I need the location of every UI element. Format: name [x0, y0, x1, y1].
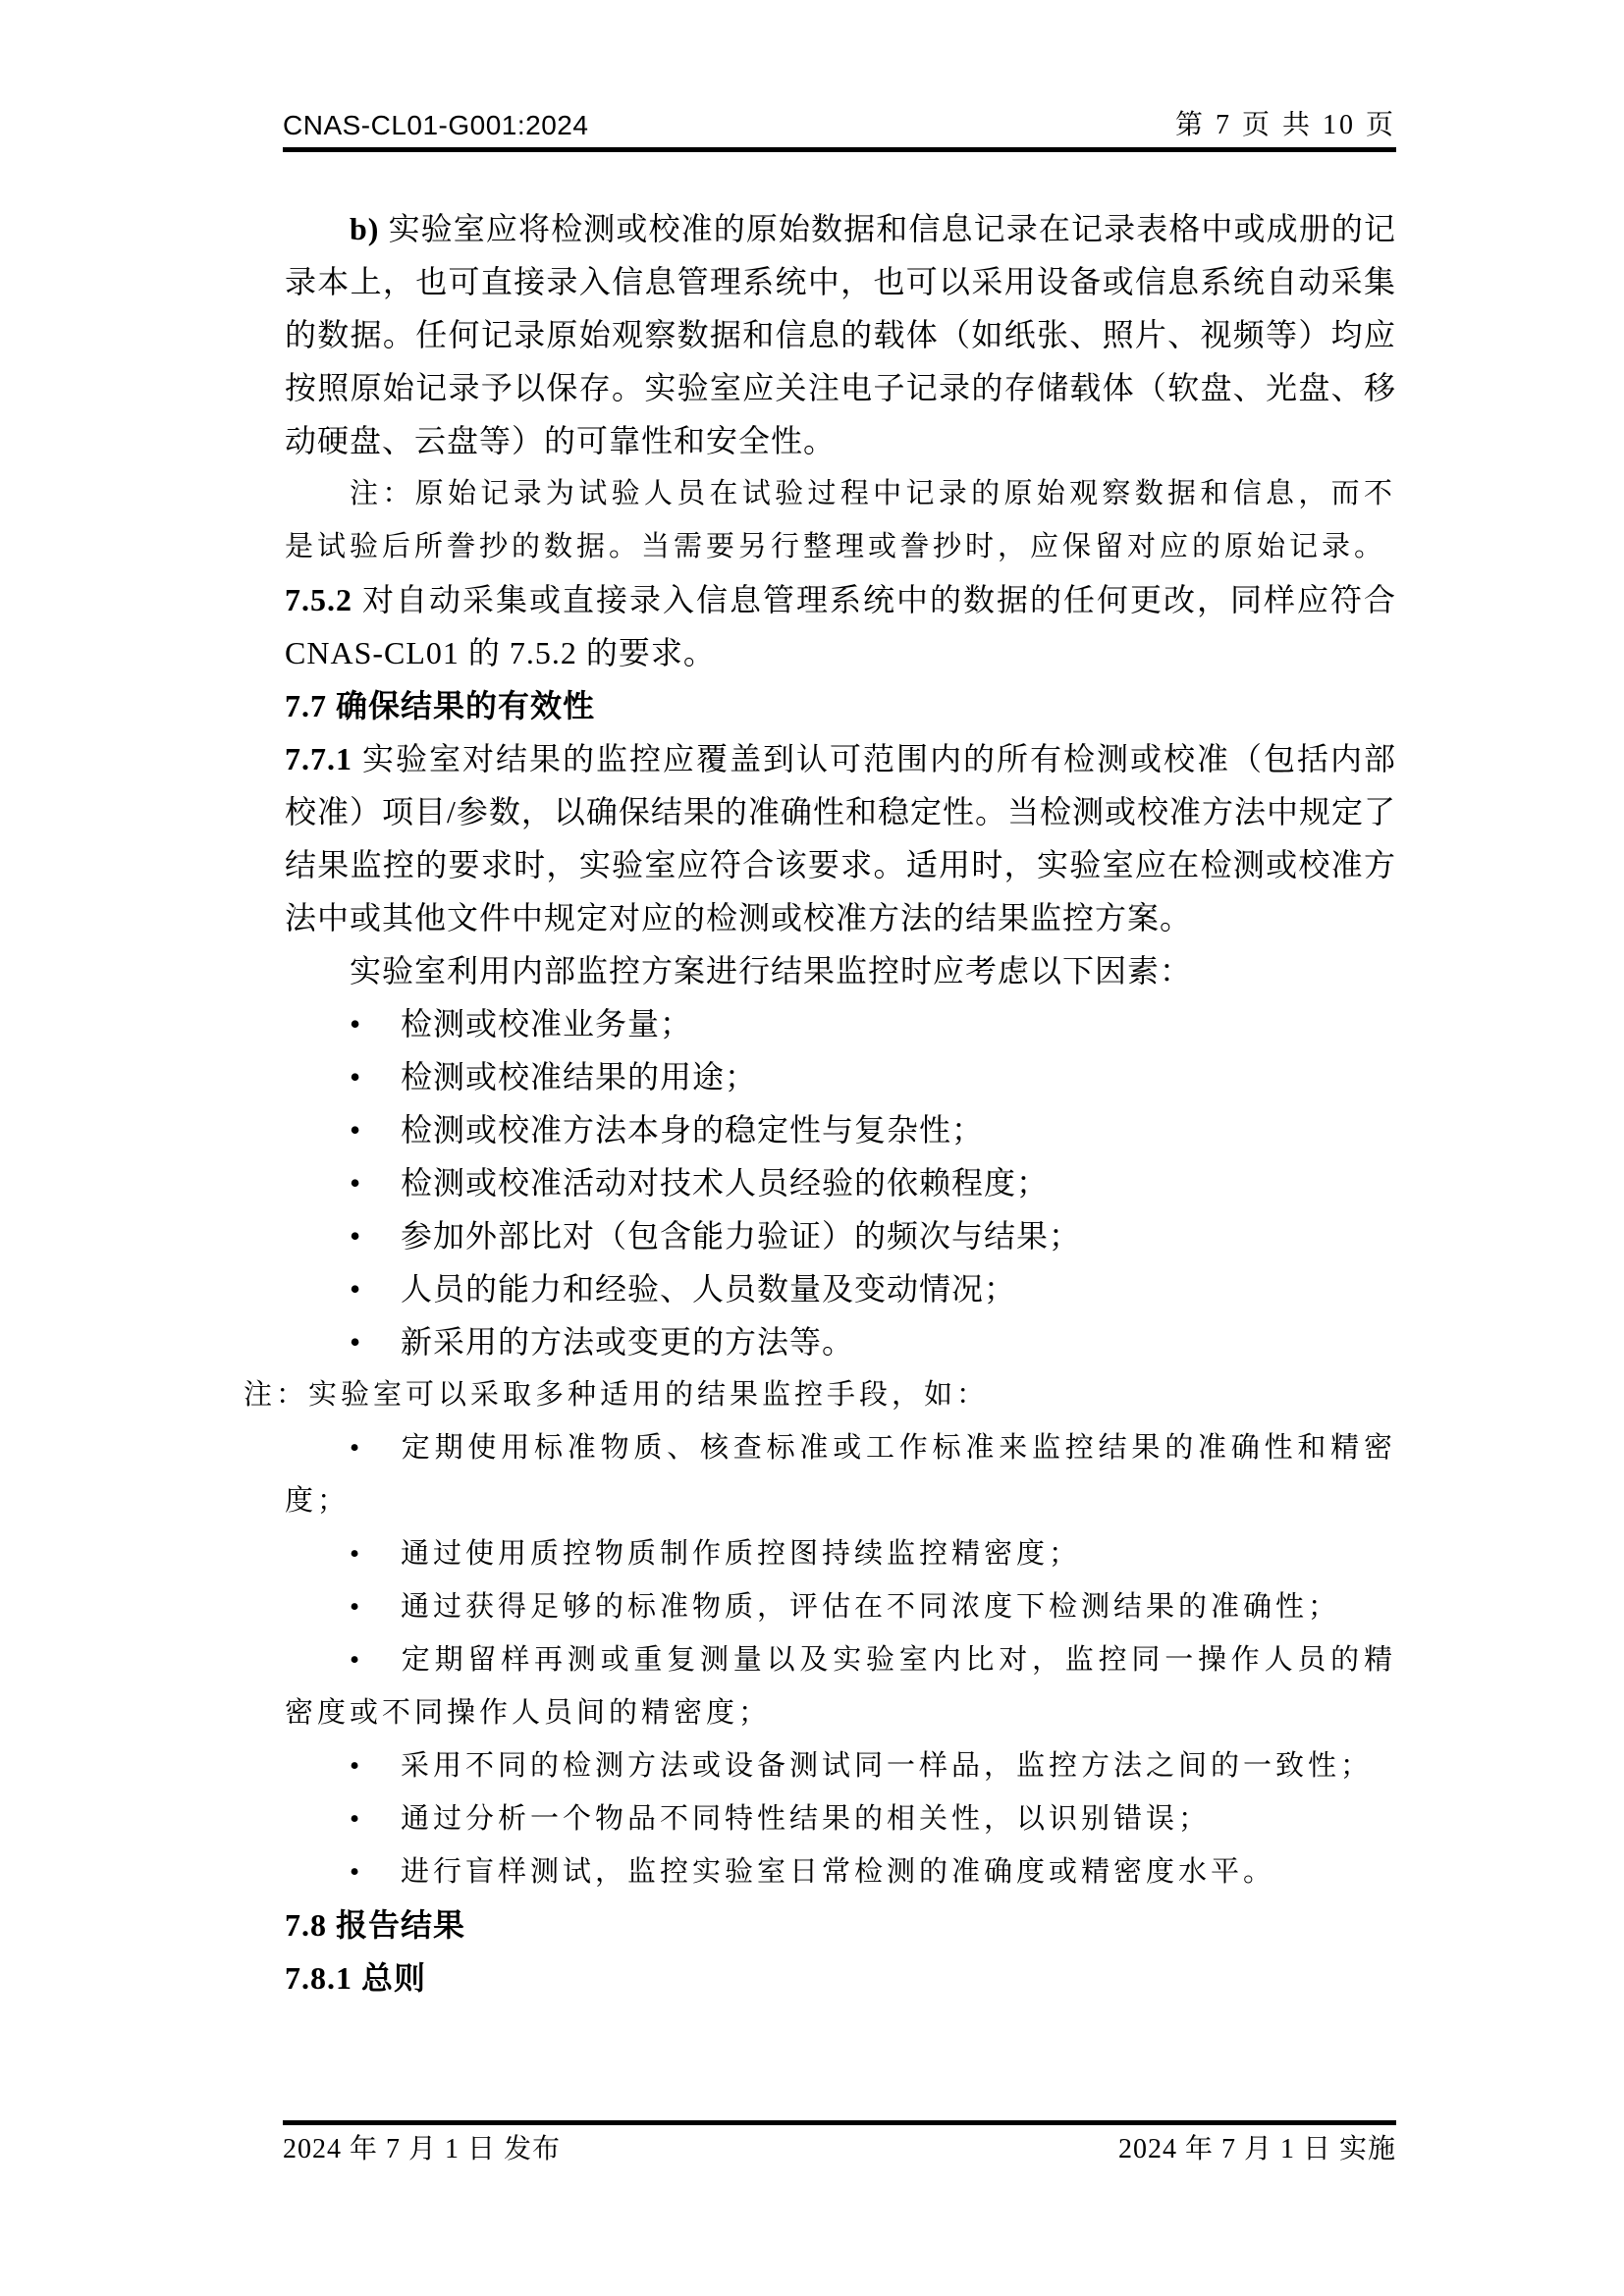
- note-method-list-item: [285, 1792, 1396, 1845]
- factor-item-text: 参加外部比对（包含能力验证）的频次与结果；: [401, 1218, 1082, 1254]
- bullet-icon: •: [350, 1165, 361, 1201]
- note-method-item-text: 通过使用质控物质制作质控图持续监控精密度；: [401, 1538, 1082, 1570]
- factor-list-item: [285, 1209, 1396, 1262]
- heading-7-7: 7.7 确保结果的有效性: [285, 688, 596, 723]
- factor-item-text: 检测或校准业务量；: [401, 1006, 693, 1041]
- bullet-icon: •: [350, 1432, 360, 1464]
- note-method-list-item: [285, 1633, 1396, 1739]
- note-method-list-item: [285, 1527, 1396, 1580]
- bullet-icon: •: [350, 1538, 360, 1570]
- factor-list-item: [285, 1315, 1396, 1368]
- clause-752-paragraph: [285, 573, 1396, 679]
- document-body: [244, 202, 1396, 2004]
- bullet-icon: •: [350, 1218, 361, 1254]
- factor-list-item: [285, 1103, 1396, 1156]
- note-method-item-text: 定期使用标准物质、核查标准或工作标准来监控结果的准确性和精密度；: [285, 1432, 1396, 1517]
- note-method-item-text: 通过分析一个物品不同特性结果的相关性，以识别错误；: [401, 1803, 1212, 1835]
- heading-7-8-1: 7.8.1 总则: [285, 1960, 427, 1996]
- note-2-intro: 注：实验室可以采取多种适用的结果监控手段，如：: [244, 1379, 990, 1411]
- note-method-item-text: 通过获得足够的标准物质，评估在不同浓度下检测结果的准确性；: [401, 1591, 1341, 1623]
- note-paragraph-1: 注：原始记录为试验人员在试验过程中记录的原始观察数据和信息，而不是试验后所誊抄的数据。当需要另行整理或誊抄时，应保留对应的原始记录。: [285, 478, 1396, 562]
- note-method-item-text: 定期留样再测或重复测量以及实验室内比对，监控同一操作人员的精密度或不同操作人员间的精密度；: [285, 1644, 1396, 1729]
- bullet-icon: •: [350, 1644, 360, 1676]
- factor-item-text: 检测或校准活动对技术人员经验的依赖程度；: [401, 1165, 1050, 1201]
- clause-771-text: 实验室对结果的监控应覆盖到认可范围内的所有检测或校准（包括内部校准）项目/参数，以确保结果的准确性和稳定性。当检测或校准方法中规定了结果监控的要求时，实验室应符合该要求。适用时，实验室应在检测或校准方法中或其他文件中规定对应的检测或校准方法的结果监控方案。: [285, 741, 1396, 935]
- factor-list-item: [285, 1262, 1396, 1315]
- bullet-icon: •: [350, 1803, 360, 1835]
- monitoring-factors-intro: 实验室利用内部监控方案进行结果监控时应考虑以下因素：: [350, 953, 1193, 988]
- clause-752-text: 对自动采集或直接录入信息管理系统中的数据的任何更改，同样应符合 CNAS-CL01 的 7.5.2 的要求。: [285, 582, 1396, 670]
- bullet-icon: •: [350, 1750, 360, 1782]
- page-header: [283, 110, 1396, 152]
- clause-b-paragraph: [285, 202, 1396, 467]
- clause-771-paragraph: [285, 732, 1396, 944]
- header-page-info: 第 7 页 共 10 页: [1174, 110, 1396, 140]
- page-footer: [283, 2120, 1396, 2166]
- clause-b-text: 实验室应将检测或校准的原始数据和信息记录在记录表格中或成册的记录本上，也可直接录入信息管理系统中，也可以采用设备或信息系统自动采集的数据。任何记录原始观察数据和信息的载体（如纸张、照片、视频等）均应按照原始记录予以保存。实验室应关注电子记录的存储载体（软盘、光盘、移动硬盘、云盘等）的可靠性和安全性。: [285, 211, 1396, 458]
- factor-item-text: 新采用的方法或变更的方法等。: [401, 1324, 855, 1360]
- note-method-item-text: 进行盲样测试，监控实验室日常检测的准确度或精密度水平。: [401, 1856, 1276, 1888]
- note-method-list-item: [285, 1739, 1396, 1792]
- bullet-icon: •: [350, 1006, 361, 1041]
- note-method-list-item: [285, 1580, 1396, 1633]
- factor-list-item: [285, 1156, 1396, 1209]
- factor-list-item: [285, 997, 1396, 1050]
- bullet-icon: •: [350, 1271, 361, 1307]
- clause-b-label: b): [350, 211, 380, 246]
- footer-implement-date: 2024 年 7 月 1 日 实施: [1117, 2134, 1396, 2164]
- footer-issue-date: 2024 年 7 月 1 日 发布: [283, 2134, 562, 2164]
- bullet-icon: •: [350, 1591, 360, 1623]
- factor-item-text: 检测或校准结果的用途；: [401, 1059, 758, 1095]
- factor-item-text: 人员的能力和经验、人员数量及变动情况；: [401, 1271, 1017, 1307]
- note-method-list-item: [285, 1845, 1396, 1898]
- bullet-icon: •: [350, 1112, 361, 1148]
- bullet-icon: •: [350, 1324, 361, 1360]
- bullet-icon: •: [350, 1856, 360, 1888]
- clause-771-number: 7.7.1: [285, 741, 352, 776]
- clause-752-number: 7.5.2: [285, 582, 352, 617]
- header-doc-number: CNAS-CL01-G001:2024: [283, 110, 589, 140]
- note-method-item-text: 采用不同的检测方法或设备测试同一样品，监控方法之间的一致性；: [401, 1750, 1374, 1782]
- factor-list-item: [285, 1050, 1396, 1103]
- bullet-icon: •: [350, 1059, 361, 1095]
- note-method-list-item: [285, 1421, 1396, 1527]
- heading-7-8: 7.8 报告结果: [285, 1907, 466, 1943]
- factor-item-text: 检测或校准方法本身的稳定性与复杂性；: [401, 1112, 985, 1148]
